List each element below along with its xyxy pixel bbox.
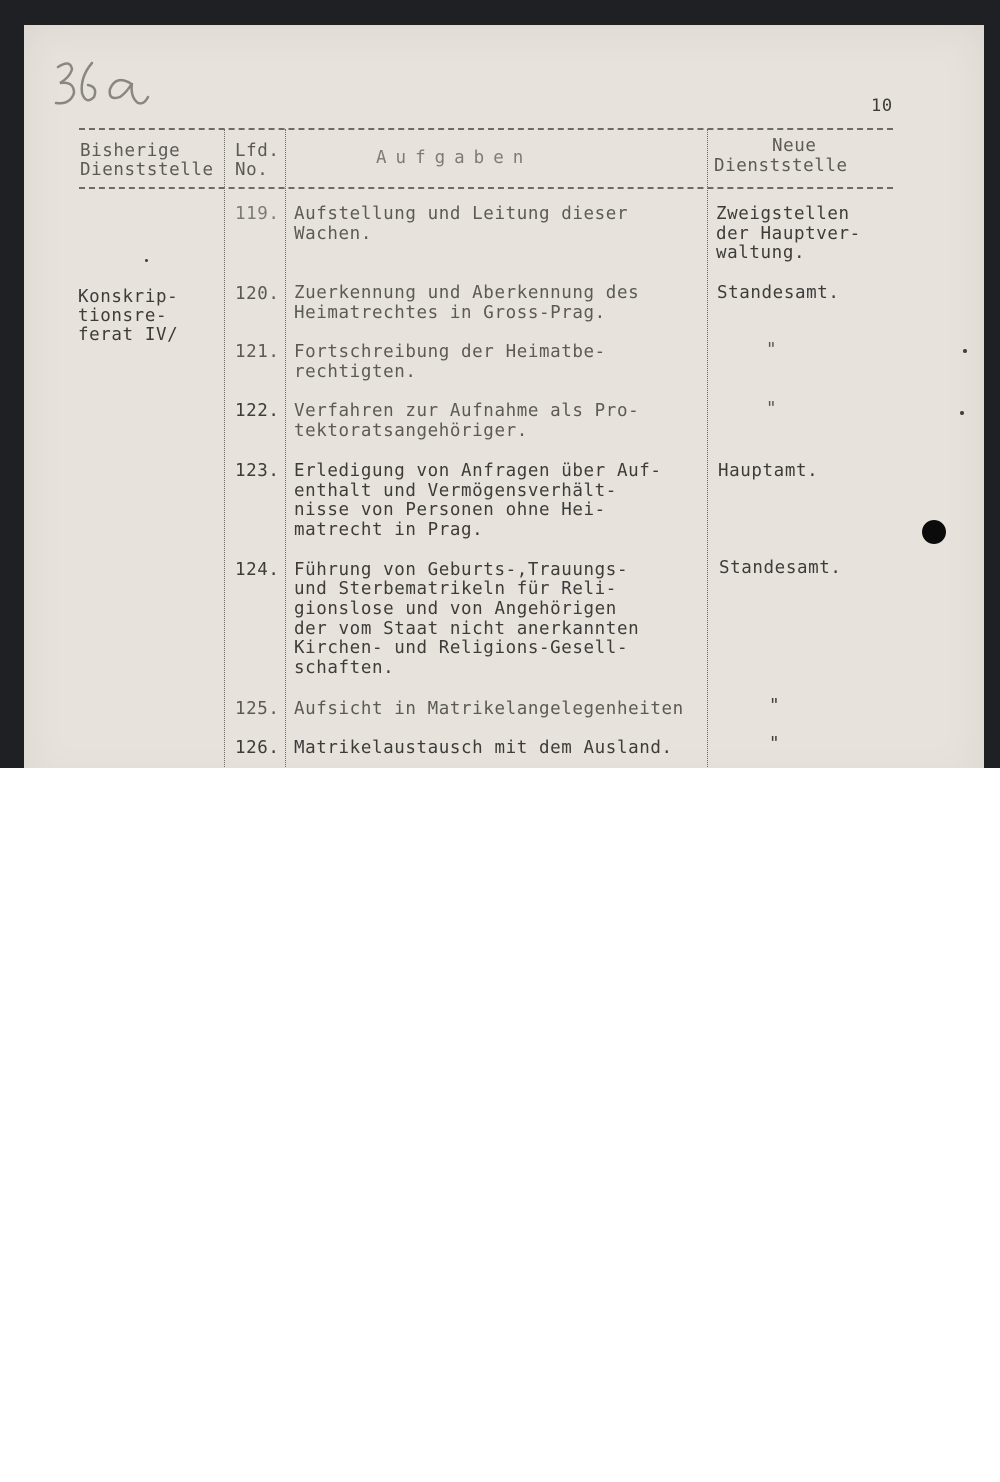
header-aufgaben: Aufgaben [376, 148, 533, 168]
row-124-task-line3: gionslose und von Angehörigen [294, 599, 617, 619]
row-123-number: 123. [235, 461, 280, 481]
row-122-task-line1: Verfahren zur Aufnahme als Pro- [294, 401, 640, 421]
row-120-task-line1: Zuerkennung und Aberkennung des [294, 283, 640, 303]
row-124-task-line6: schaften. [294, 658, 395, 678]
row-125-task: Aufsicht in Matrikelangelegenheiten [294, 699, 684, 719]
row-122-task-line2: tektoratsangehöriger. [294, 421, 528, 441]
row-124-task-line2: und Sterbematrikeln für Reli- [294, 579, 617, 599]
header-neue-line1: Neue [772, 136, 817, 156]
header-lfd-line2: No. [235, 160, 269, 180]
bisherige-line3: ferat IV/ [78, 325, 179, 345]
header-neue-line2: Dienststelle [714, 156, 848, 176]
row-124-number: 124. [235, 560, 280, 580]
row-121-number: 121. [235, 342, 280, 362]
column-divider-1 [224, 129, 225, 768]
column-divider-3 [707, 129, 708, 768]
paper-speck [960, 411, 964, 415]
row-123-task-line2: enthalt und Vermögensverhält- [294, 481, 617, 501]
row-126-number: 126. [235, 738, 280, 758]
row-123-task-line4: matrecht in Prag. [294, 520, 484, 540]
row-120-neue: Standesamt. [717, 283, 840, 303]
row-119-neue-line3: waltung. [716, 243, 806, 263]
paper-speck [145, 259, 148, 262]
row-124-task-line5: Kirchen- und Religions-Gesell- [294, 638, 629, 658]
row-122-number: 122. [235, 401, 280, 421]
row-119-neue-line2: der Hauptver- [716, 224, 861, 244]
bisherige-line2: tionsre- [78, 306, 168, 326]
paper-speck [963, 349, 967, 353]
row-120-task-line2: Heimatrechtes in Gross-Prag. [294, 303, 606, 323]
row-123-neue: Hauptamt. [718, 461, 819, 481]
row-120-number: 120. [235, 284, 280, 304]
paper-sheet [24, 25, 984, 768]
row-125-number: 125. [235, 699, 280, 719]
row-119-task-line1: Aufstellung und Leitung dieser [294, 204, 629, 224]
bisherige-line1: Konskrip- [78, 287, 179, 307]
row-125-neue-ditto: " [769, 696, 781, 716]
page-number: 10 [871, 96, 893, 116]
row-121-task-line1: Fortschreibung der Heimatbe- [294, 342, 606, 362]
row-119-number: 119. [235, 204, 280, 224]
row-124-task-line1: Führung von Geburts-,Trauungs- [294, 560, 629, 580]
header-bisherige-line1: Bisherige [80, 141, 181, 161]
row-126-neue-ditto: " [769, 734, 781, 754]
row-122-neue-ditto: " [766, 399, 778, 419]
row-126-task: Matrikelaustausch mit dem Ausland. [294, 738, 673, 758]
row-121-neue-ditto: " [766, 340, 778, 360]
handwritten-note [52, 53, 152, 113]
header-bottom-rule [79, 187, 893, 189]
row-123-task-line1: Erledigung von Anfragen über Auf- [294, 461, 662, 481]
row-123-task-line3: nisse von Personen ohne Hei- [294, 500, 606, 520]
row-124-neue: Standesamt. [719, 558, 842, 578]
header-top-rule [79, 128, 893, 130]
row-119-neue-line1: Zweigstellen [716, 204, 850, 224]
row-124-task-line4: der vom Staat nicht anerkannten [294, 619, 640, 639]
column-divider-2 [285, 129, 286, 768]
punch-hole [922, 520, 946, 544]
row-121-task-line2: rechtigten. [294, 362, 417, 382]
header-lfd-line1: Lfd. [235, 141, 280, 161]
row-119-task-line2: Wachen. [294, 224, 372, 244]
header-bisherige-line2: Dienststelle [80, 160, 214, 180]
